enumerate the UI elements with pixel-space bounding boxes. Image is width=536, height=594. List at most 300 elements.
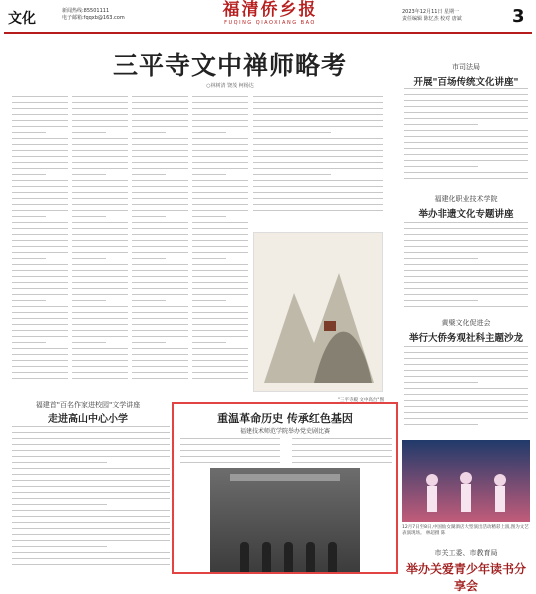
text-line <box>192 180 248 181</box>
text-line <box>12 306 68 307</box>
text-line <box>404 178 528 179</box>
text-line <box>253 192 383 193</box>
text-line <box>12 288 68 289</box>
text-line <box>72 186 128 187</box>
text-line <box>132 192 188 193</box>
issue-date <box>402 9 462 23</box>
text-line <box>404 364 528 365</box>
right-item-4 <box>402 548 530 594</box>
text-line <box>404 382 478 383</box>
text-line <box>180 462 280 463</box>
text-line <box>72 204 128 205</box>
article-body-left <box>12 96 68 396</box>
bottom-left-title: 走进高山中心小学 <box>48 414 128 425</box>
ink-painting-image <box>253 232 384 403</box>
text-line <box>132 282 188 283</box>
text-line <box>192 120 248 121</box>
text-line <box>72 126 128 127</box>
text-line <box>253 126 383 127</box>
item2-kicker: 福建化职业技术学院 <box>434 195 498 203</box>
text-line <box>12 468 170 469</box>
text-line <box>192 366 248 367</box>
text-line <box>192 300 226 301</box>
painting-illustration <box>254 233 384 393</box>
page-number: 3 <box>512 6 525 27</box>
text-line <box>192 192 248 193</box>
text-line <box>12 252 68 253</box>
performer-figure <box>262 542 271 572</box>
text-line <box>132 114 188 115</box>
text-line <box>12 342 46 343</box>
text-line <box>192 306 248 307</box>
text-line <box>132 120 188 121</box>
text-line <box>12 228 68 229</box>
text-line <box>12 300 46 301</box>
text-line <box>404 130 528 131</box>
text-line <box>72 144 128 145</box>
stage-banner <box>230 474 340 481</box>
text-line <box>192 324 248 325</box>
text-line <box>12 378 68 379</box>
text-line <box>12 138 68 139</box>
item3-title: 举行大侨务观社科主题沙龙 <box>408 333 523 344</box>
text-line <box>404 94 528 95</box>
text-line <box>404 258 478 259</box>
text-line <box>12 504 107 505</box>
text-line <box>404 282 528 283</box>
text-line <box>72 156 128 157</box>
text-line <box>132 366 188 367</box>
text-line <box>72 372 128 373</box>
text-line <box>132 312 188 313</box>
text-line <box>12 198 68 199</box>
dance-caption: 12月7日至8日,中国仙女湖酒店大型演出活动精彩上演,图为文艺表演现场。 林超摄 陈 <box>402 525 529 536</box>
text-line <box>12 162 68 163</box>
text-line <box>12 192 68 193</box>
text-line <box>72 354 128 355</box>
text-line <box>192 162 248 163</box>
text-line <box>192 312 248 313</box>
text-line <box>72 114 128 115</box>
text-line <box>72 240 128 241</box>
text-line <box>404 388 528 389</box>
text-line <box>192 102 248 103</box>
text-line <box>72 150 128 151</box>
text-line <box>72 270 128 271</box>
editor-line: 责任编辑 陈忆杰 校对 唐斌 <box>402 16 462 22</box>
text-line <box>12 294 68 295</box>
text-line <box>404 148 528 149</box>
text-line <box>404 88 528 89</box>
text-line <box>12 438 170 439</box>
text-line <box>12 426 170 427</box>
text-line <box>12 234 68 235</box>
featured-photo <box>210 468 360 572</box>
right-item-3 <box>402 318 530 344</box>
text-line <box>12 492 170 493</box>
text-line <box>72 216 106 217</box>
text-line <box>192 114 248 115</box>
text-line <box>253 138 383 139</box>
text-line <box>404 418 528 419</box>
text-line <box>12 564 170 565</box>
text-line <box>72 198 128 199</box>
text-line <box>12 96 68 97</box>
text-line <box>12 210 68 211</box>
right-body-2 <box>404 222 528 314</box>
right-item-2 <box>402 194 530 220</box>
text-line <box>72 246 128 247</box>
text-line <box>132 168 188 169</box>
text-line <box>12 456 170 457</box>
text-line <box>132 162 188 163</box>
text-line <box>72 366 128 367</box>
text-line <box>404 264 528 265</box>
text-line <box>253 180 383 181</box>
text-line <box>192 342 226 343</box>
text-line <box>12 546 107 547</box>
tel-label: 新闻热线:85501111 <box>62 8 110 14</box>
text-line <box>253 162 383 163</box>
text-line <box>192 252 248 253</box>
text-line <box>192 288 248 289</box>
text-line <box>180 444 280 445</box>
text-line <box>192 144 248 145</box>
item2-title: 举办非遗文化专题讲座 <box>418 209 514 220</box>
text-line <box>132 234 188 235</box>
text-line <box>12 522 170 523</box>
text-line <box>180 456 280 457</box>
text-line <box>192 222 248 223</box>
text-line <box>12 558 170 559</box>
text-line <box>132 372 188 373</box>
text-line <box>132 300 166 301</box>
text-line <box>72 174 106 175</box>
text-line <box>192 234 248 235</box>
text-line <box>253 210 383 211</box>
text-line <box>404 136 528 137</box>
text-line <box>12 144 68 145</box>
text-line <box>404 252 528 253</box>
article-body-col5 <box>253 96 383 226</box>
text-line <box>12 480 170 481</box>
text-line <box>132 330 188 331</box>
text-line <box>12 126 68 127</box>
text-line <box>132 186 188 187</box>
text-line <box>192 270 248 271</box>
right-body-1 <box>404 88 528 188</box>
text-line <box>404 376 528 377</box>
text-line <box>404 166 478 167</box>
text-line <box>253 144 383 145</box>
text-line <box>192 330 248 331</box>
text-line <box>72 282 128 283</box>
logo-text: 福清侨乡报 <box>222 0 318 20</box>
text-line <box>12 174 46 175</box>
text-line <box>72 162 128 163</box>
featured-article-box[interactable] <box>172 402 398 574</box>
text-line <box>12 258 46 259</box>
text-line <box>404 400 528 401</box>
text-line <box>72 234 128 235</box>
text-line <box>12 354 68 355</box>
featured-body-right <box>292 438 392 464</box>
text-line <box>12 552 170 553</box>
text-line <box>180 438 280 439</box>
featured-title: 重温革命历史 传承红色基因 <box>217 412 353 425</box>
text-line <box>192 258 226 259</box>
bottom-left-body <box>12 426 170 574</box>
text-line <box>132 354 188 355</box>
text-line <box>72 102 128 103</box>
text-line <box>253 150 383 151</box>
text-line <box>192 246 248 247</box>
date-line: 2023年12月11日 星期一 <box>402 9 460 15</box>
text-line <box>132 258 166 259</box>
text-line <box>12 510 170 511</box>
text-line <box>12 336 68 337</box>
text-line <box>132 204 188 205</box>
text-line <box>192 228 248 229</box>
text-line <box>12 324 68 325</box>
byline: ○林树清 饶茂 柯杨达 <box>206 83 254 89</box>
right-item-1 <box>402 62 530 88</box>
text-line <box>12 216 46 217</box>
text-line <box>253 132 331 133</box>
text-line <box>404 234 528 235</box>
text-line <box>192 318 248 319</box>
text-line <box>253 96 383 97</box>
text-line <box>192 336 248 337</box>
item4-title: 举办关爱青少年读书分享会 <box>405 562 526 593</box>
text-line <box>132 318 188 319</box>
text-line <box>12 486 170 487</box>
text-line <box>253 102 383 103</box>
section-name: 文化 <box>8 11 36 27</box>
text-line <box>132 276 188 277</box>
text-line <box>72 132 106 133</box>
text-line <box>132 378 188 379</box>
text-line <box>72 360 128 361</box>
text-line <box>253 114 383 115</box>
text-line <box>12 150 68 151</box>
contact-info <box>62 8 125 22</box>
bottom-left-kicker: 福建首"百名作家进校园"文学讲座 <box>35 401 141 409</box>
text-line <box>404 112 528 113</box>
text-line <box>404 352 528 353</box>
text-line <box>72 210 128 211</box>
text-line <box>132 144 188 145</box>
text-line <box>404 106 528 107</box>
text-line <box>192 138 248 139</box>
text-line <box>404 306 528 307</box>
text-line <box>72 258 106 259</box>
text-line <box>12 474 170 475</box>
text-line <box>404 222 528 223</box>
text-line <box>192 168 248 169</box>
text-line <box>12 132 46 133</box>
text-line <box>192 210 248 211</box>
text-line <box>404 118 528 119</box>
text-line <box>12 372 68 373</box>
text-line <box>404 154 528 155</box>
text-line <box>72 108 128 109</box>
text-line <box>132 198 188 199</box>
text-line <box>72 330 128 331</box>
text-line <box>72 192 128 193</box>
text-line <box>192 156 248 157</box>
text-line <box>132 102 188 103</box>
text-line <box>12 204 68 205</box>
text-line <box>72 306 128 307</box>
text-line <box>132 336 188 337</box>
text-line <box>132 342 166 343</box>
main-headline: 三平寺文中禅师略考 <box>112 51 347 80</box>
text-line <box>132 360 188 361</box>
text-line <box>12 108 68 109</box>
text-line <box>404 142 528 143</box>
text-line <box>132 216 166 217</box>
text-line <box>72 180 128 181</box>
text-line <box>12 348 68 349</box>
performer-figure <box>284 542 293 572</box>
page-header <box>0 0 536 32</box>
text-line <box>180 450 280 451</box>
text-line <box>192 240 248 241</box>
text-line <box>192 126 248 127</box>
text-line <box>72 138 128 139</box>
text-line <box>132 180 188 181</box>
text-line <box>12 156 68 157</box>
text-line <box>132 240 188 241</box>
text-line <box>404 160 528 161</box>
text-line <box>192 282 248 283</box>
text-line <box>12 102 68 103</box>
item1-title: 开展"百场传统文化讲座" <box>413 77 519 88</box>
text-line <box>192 264 248 265</box>
text-line <box>132 270 188 271</box>
text-line <box>12 114 68 115</box>
text-line <box>132 222 188 223</box>
text-line <box>192 378 248 379</box>
text-line <box>72 276 128 277</box>
text-line <box>192 150 248 151</box>
text-line <box>12 516 170 517</box>
text-line <box>132 264 188 265</box>
email-label: 电子邮箱:fqqxb@163.com <box>62 15 125 21</box>
text-line <box>292 444 392 445</box>
text-line <box>404 228 528 229</box>
text-line <box>12 318 68 319</box>
article-body-col3 <box>132 96 188 396</box>
text-line <box>72 294 128 295</box>
text-line <box>12 528 170 529</box>
text-line <box>132 96 188 97</box>
text-line <box>192 132 226 133</box>
text-line <box>404 124 478 125</box>
text-line <box>132 210 188 211</box>
text-line <box>132 246 188 247</box>
text-line <box>132 252 188 253</box>
text-line <box>12 498 170 499</box>
text-line <box>132 108 188 109</box>
text-line <box>404 100 528 101</box>
text-line <box>12 540 170 541</box>
text-line <box>12 432 170 433</box>
article-body-col4 <box>192 96 248 396</box>
text-line <box>253 174 331 175</box>
text-line <box>72 222 128 223</box>
text-line <box>292 450 392 451</box>
text-line <box>404 358 528 359</box>
text-line <box>132 174 166 175</box>
text-line <box>404 294 528 295</box>
text-line <box>404 370 528 371</box>
text-line <box>192 186 248 187</box>
text-line <box>12 312 68 313</box>
performer-figure <box>306 542 315 572</box>
text-line <box>192 204 248 205</box>
logo-pinyin: FUQING QIAOXIANG BAO <box>224 20 316 26</box>
text-line <box>12 168 68 169</box>
text-line <box>253 120 383 121</box>
performer-figure <box>240 542 249 572</box>
text-line <box>132 228 188 229</box>
text-line <box>132 306 188 307</box>
text-line <box>12 120 68 121</box>
text-line <box>12 246 68 247</box>
text-line <box>72 300 106 301</box>
text-line <box>12 222 68 223</box>
text-line <box>72 378 128 379</box>
text-line <box>132 156 188 157</box>
text-line <box>192 354 248 355</box>
text-line <box>72 324 128 325</box>
text-line <box>292 438 392 439</box>
header-rule <box>4 32 532 34</box>
text-line <box>12 240 68 241</box>
text-line <box>12 444 170 445</box>
text-line <box>253 204 383 205</box>
text-line <box>72 252 128 253</box>
text-line <box>72 312 128 313</box>
text-line <box>192 216 226 217</box>
dance-photo <box>402 440 530 536</box>
text-line <box>253 198 383 199</box>
text-line <box>12 450 170 451</box>
text-line <box>72 342 106 343</box>
text-line <box>72 120 128 121</box>
text-line <box>72 318 128 319</box>
text-line <box>192 276 248 277</box>
featured-subtitle: 福建技术师范学院举办党史剧比赛 <box>239 428 330 435</box>
text-line <box>72 96 128 97</box>
newspaper-logo <box>212 0 328 30</box>
text-line <box>192 198 248 199</box>
text-line <box>192 294 248 295</box>
text-line <box>292 462 392 463</box>
text-line <box>404 240 528 241</box>
text-line <box>132 150 188 151</box>
text-line <box>12 186 68 187</box>
item1-kicker: 市司法局 <box>452 63 480 71</box>
text-line <box>132 138 188 139</box>
text-line <box>72 288 128 289</box>
text-line <box>72 168 128 169</box>
text-line <box>253 108 383 109</box>
text-line <box>192 174 226 175</box>
text-line <box>12 282 68 283</box>
